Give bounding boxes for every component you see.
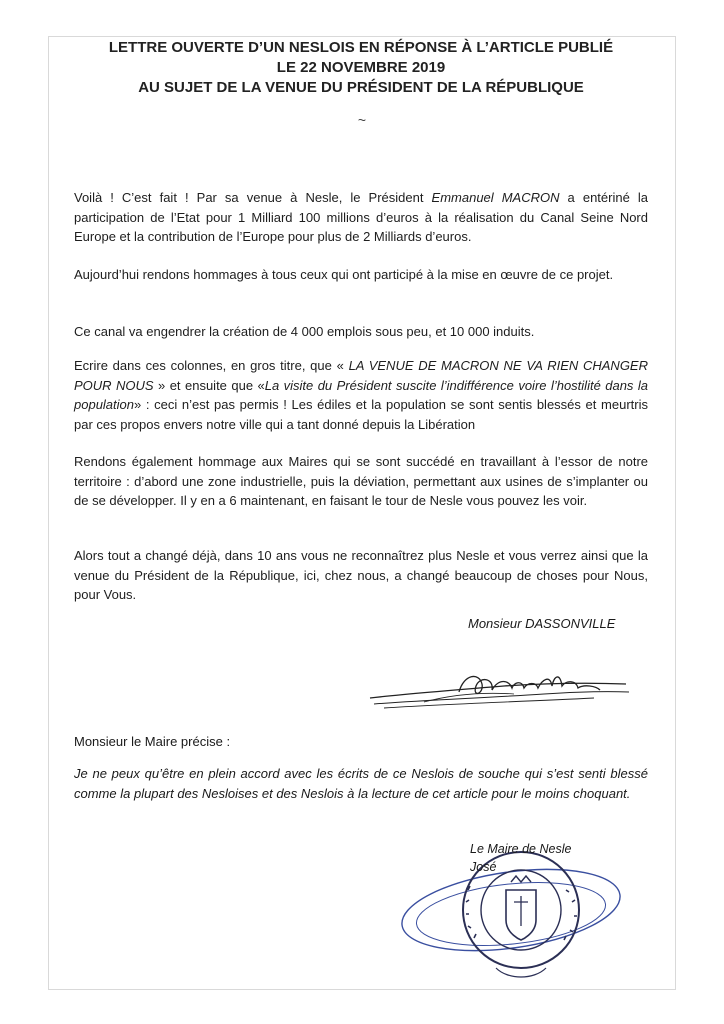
quote-visite: La visite du Président suscite l’indifférence voire l’hostilité dans la population [74,377,649,412]
title-line-3: AU SUJET DE LA VENUE DU PRÉSIDENT DE LA RÉPUBLIQUE [138,79,584,96]
paragraph-5: Rendons également hommage aux Maires qui se sont succédé en travaillant à l’essor de notre territoire : d’abord une zone industrielle, puis la déviation, permettant aux usines de s’implanter ou de se développer. Il y en a 6 maintenant, en faisant le tour de Nesle vous pouvez les voir. [74,454,648,508]
mayor-title: Le Maire de Nesle [470,842,572,856]
title-separator: ~ [357,112,367,128]
mayor-signature-block [470,840,571,876]
mayor-name: José [470,860,497,874]
title-line-2: LE 22 NOVEMBRE 2019 [276,59,446,76]
title-line-1: LETTRE OUVERTE D’UN NESLOIS EN RÉPONSE À L’ARTICLE PUBLIÉ [108,39,614,56]
paragraph-1: Voilà ! C’est fait ! Par sa venue à Nesle, le Président Emmanuel MACRON a entériné la participation de l’Etat pour 1 Milliard 100 millions d’euros à la réalisation du Canal Seine Nord Europe et la contribution de l’Europe pour plus de 2 Milliards d’euros. [74,190,648,244]
paragraph-2: Aujourd’hui rendons hommages à tous ceux qui ont participé à la mise en œuvre de ce projet. [74,267,614,282]
paragraph-3: Ce canal va engendrer la création de 4 000 emplois sous peu, et 10 000 induits. [74,324,535,339]
mayor-statement: Je ne peux qu’être en plein accord avec les écrits de ce Neslois de souche qui s’est senti blessé comme la plupart des Nesloises et des Neslois à la lecture de cet article pour le moins choquant. [74,766,648,801]
author-name: Monsieur DASSONVILLE [468,616,616,631]
mayor-label: Monsieur le Maire précise : [74,734,231,749]
letter-title [48,38,674,98]
president-name: Emmanuel MACRON [431,190,560,205]
quote-headline: LA VENUE DE MACRON NE VA RIEN CHANGER POUR NOUS [74,358,648,393]
paragraph-4: Ecrire dans ces colonnes, en gros titre, que « LA VENUE DE MACRON NE VA RIEN CHANGER POUR NOUS » et ensuite que «La visite du Président suscite l’indifférence voire l’hostilité dans la population» : ceci n’est pas permis ! Les édiles et la population se sont sentis blessés et meurtris par ces propos envers notre ville qui a tant donné depuis la Libération [74,358,649,432]
paragraph-6: Alors tout a changé déjà, dans 10 ans vous ne reconnaîtrez plus Nesle et vous verrez ainsi que la venue du Président de la République, ici, chez nous, a changé beaucoup de choses pour Nous, pour Vous. [74,548,648,602]
author-signature [364,664,634,714]
